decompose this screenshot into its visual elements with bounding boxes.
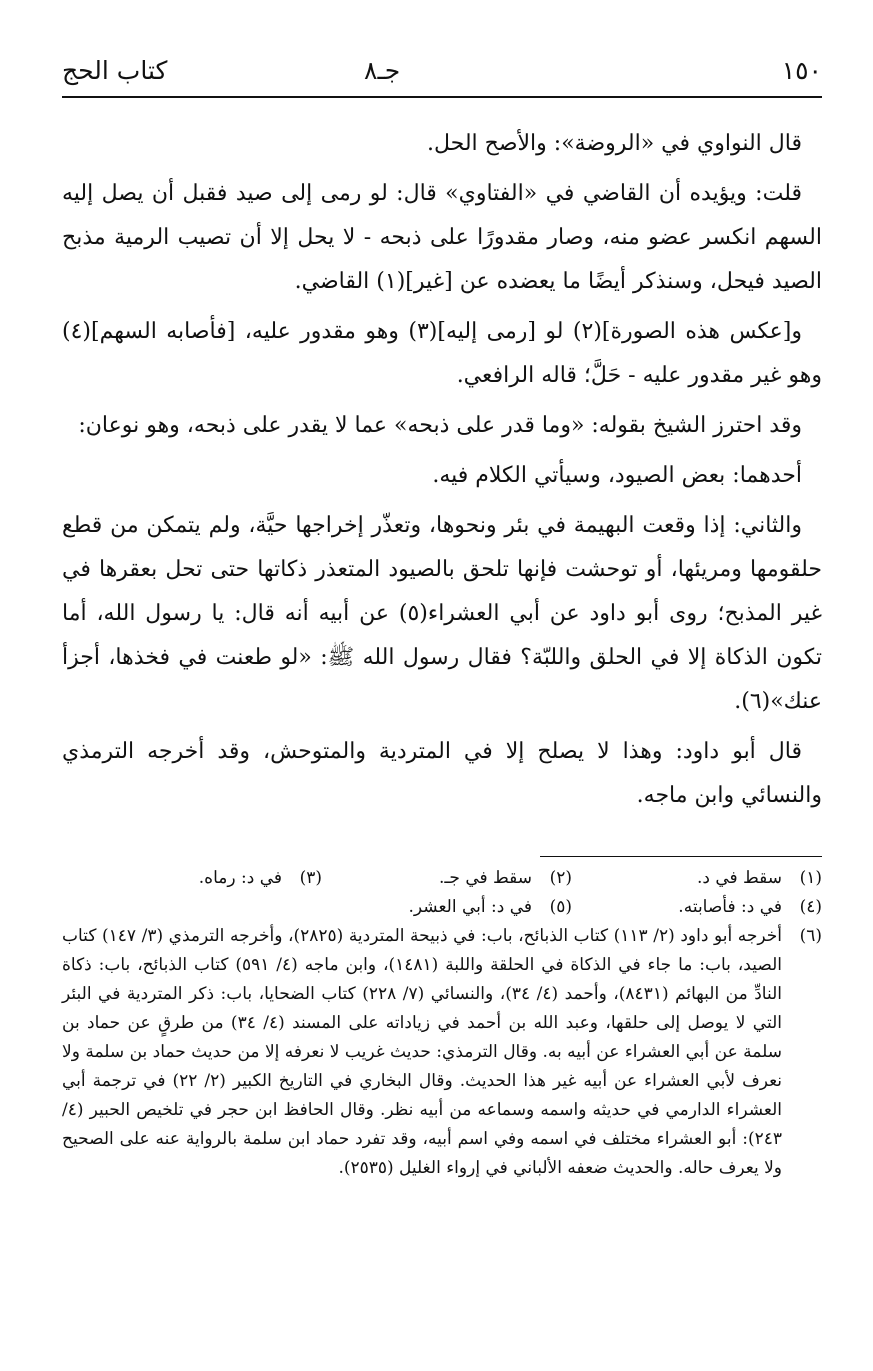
footnote-number: (٢) (549, 868, 572, 888)
paragraph: قال أبو داود: وهذا لا يصلح إلا في المتردية والمتوحش، وقد أخرجه الترمذي والنسائي وابن ماجه. (62, 739, 822, 808)
paragraph: قلت: ويؤيده أن القاضي في «الفتاوي» قال: لو رمى إلى صيد فقبل أن يصل إليه السهم انكسر عضو منه، وصار مقدورًا على ذبحه - لا يحل إلا أن تصيب الرمية مذبح الصيد فيحل، وسنذكر أيضًا ما يعضده عن [غير](١) القاضي. (62, 181, 822, 294)
footnote-separator (540, 856, 822, 857)
footnotes (62, 864, 822, 1183)
paragraph: قال النواوي في «الروضة»: والأصح الحل. (426, 131, 802, 156)
header-rule (62, 96, 822, 98)
footnote-text: أخرجه أبو داود (٢/ ١١٣) كتاب الذبائح، باب: في ذبيحة المتردية (٢٨٢٥)، وأخرجه الترمذي (٣/ ١٤٧) كتاب الصيد، باب: ما جاء في الذكاة في الحلقة واللبة (١٤٨١)، وابن ماجه (٤/ ٥٩١) كتاب الذبائح، باب: ذكاة النادِّ من البهائم (٨٤٣١)، وأحمد (٤/ ٣٤)، والنسائي (٧/ ٢٢٨) كتاب الضحايا، باب: ذكر المتردية في البئر التي لا يوصل إلى حلقها، وعبد الله بن أحمد في زياداته على المسند (٤/ ٣٤) من طرقٍ عن حماد بن سلمة عن أبي العشراء عن أبيه به. وقال الترمذي: حديث غريب لا نعرفه إلا من حديث حماد بن سلمة ولا نعرف لأبي العشراء عن أبيه غير هذا الحديث. وقال البخاري في التاريخ الكبير (٢/ ٢٢) في ترجمة أبي العشراء الدارمي في حديثه واسمه وسماعه من أبيه نظر. وقال الحافظ ابن حجر في تلخيص الحبير (٤/ ٢٤٣): أبو العشراء مختلف في اسمه وفي اسم أبيه، وقد تفرد حماد ابن سلمة بالرواية عنه على الصحيح ولا يعرف حاله. والحديث ضعفه الألباني في إرواء الغليل (٢٥٣٥). (62, 926, 783, 1178)
footnote-text: في د: أبي العشر. (408, 897, 532, 917)
footnote-row (62, 864, 822, 893)
footnote-text: في د: رماه. (198, 868, 282, 888)
footnote-number: (٥) (549, 897, 572, 917)
paragraph: و[عكس هذه الصورة](٢) لو [رمى إليه](٣) وهو مقدور عليه، [فأصابه السهم](٤) وهو غير مقدور عليه - حَلَّ؛ قاله الرافعي. (62, 319, 822, 388)
footnote-text: سقط في جـ. (439, 868, 532, 888)
main-text (62, 122, 822, 824)
footnote-number: (٣) (299, 868, 322, 888)
footnote-text: في د: فأصابته. (678, 897, 782, 917)
volume-number: جـ٨ (364, 56, 401, 85)
footnote-row (62, 893, 822, 922)
paragraph: والثاني: إذا وقعت البهيمة في بئر ونحوها، وتعذّر إخراجها حيَّة، ولم يتمكن من قطع حلقومها ومريئها، أو توحشت فإنها تلحق بالصيود المتعذر ذكاتها حتى تحل بعقرها في غير المذبح؛ روى أبو داود عن أبي العشراء(٥) عن أبيه أنه قال: يا رسول الله، أما تكون الذكاة إلا في الحلق واللبّة؟ فقال رسول الله ﷺ: «لو طعنت في فخذها، أجزأ عنك»(٦). (62, 513, 823, 714)
footnote-3 (199, 864, 322, 893)
footnote-text: سقط في د. (696, 868, 782, 888)
footnote-6 (62, 922, 822, 1183)
book-title: كتاب الحج (62, 56, 168, 85)
footnote-2 (322, 864, 572, 893)
footnote-number: (١) (799, 868, 822, 888)
footnote-1 (572, 864, 822, 893)
footnote-4 (572, 893, 822, 922)
footnote-number: (٦) (799, 926, 822, 946)
page-number: ١٥٠ (781, 56, 822, 85)
footnote-5 (322, 893, 572, 922)
paragraph: أحدهما: بعض الصيود، وسيأتي الكلام فيه. (432, 463, 802, 488)
footnote-number: (٤) (799, 897, 822, 917)
paragraph: وقد احترز الشيخ بقوله: «وما قدر على ذبحه» عما لا يقدر على ذبحه، وهو نوعان: (78, 413, 802, 438)
running-header (62, 52, 822, 92)
